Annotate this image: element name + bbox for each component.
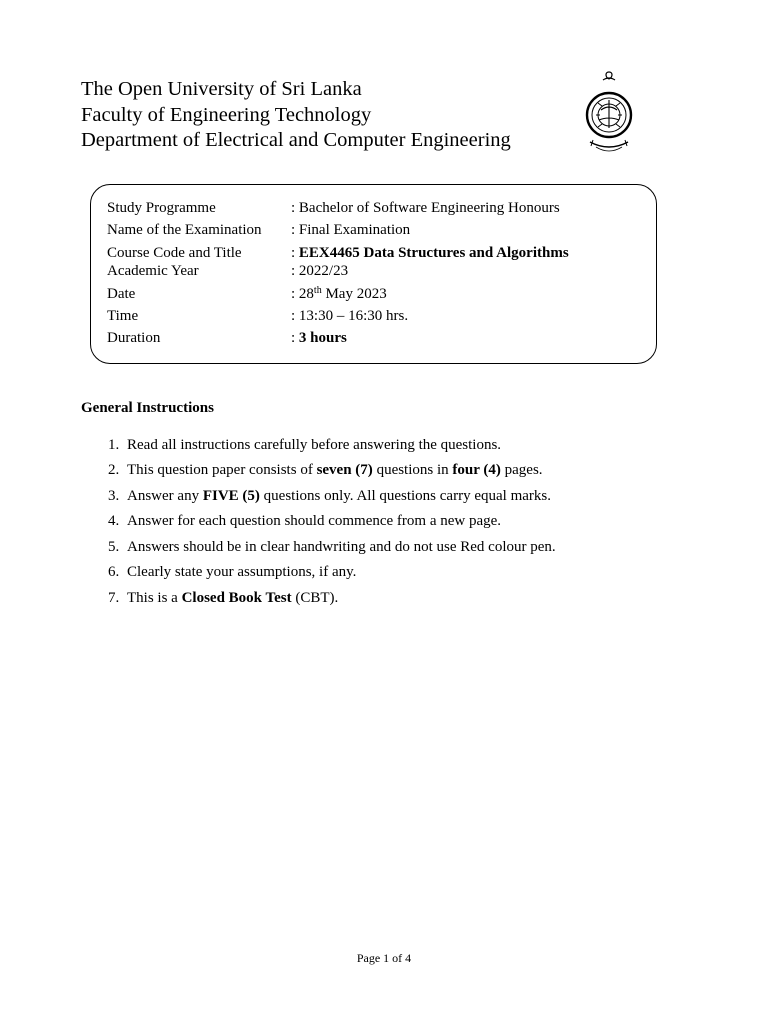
course-title: EEX4465 Data Structures and Algorithms	[298, 245, 569, 261]
university-crest-icon	[584, 70, 634, 158]
faculty-name: Faculty of Engineering Technology	[81, 103, 372, 126]
department-name: Department of Electrical and Computer Engineering	[81, 129, 511, 151]
page-header	[81, 77, 511, 154]
crest-svg	[584, 70, 634, 158]
general-instructions-title: General Instructions	[81, 400, 214, 416]
university-name: The Open University of Sri Lanka	[81, 78, 362, 100]
page-number: Page 1 of 4	[356, 951, 412, 965]
